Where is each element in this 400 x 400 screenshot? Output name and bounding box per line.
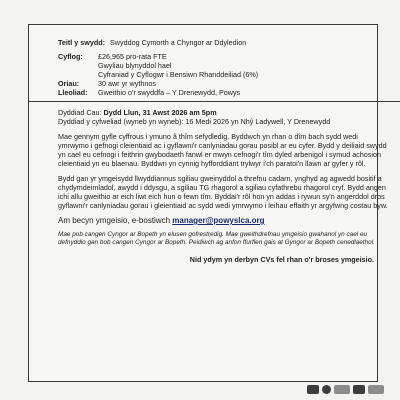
job-title-label: Teitl y swydd: (58, 38, 105, 47)
description-paragraph: Mae gennym gyfle cyffrous i ymuno â thîm sefydledig. Byddwch yn rhan o dîm bach sydd wedi ymrwymo i gefnogi cleientiaid ac i gyflawni'r canlyniadau gorau posibl ar eu cyfer. Bydd y deiliaid swydd yn cael eu cefnogi i feithrin gwybodaeth fanwl er mwyn cefnogi'r tîm dyled arbenigol i symud achosion cleientiaid yn eu blaenau. Byddwn yn cynnig hyfforddiant trylwyr i'ch paratoi'n llawn ar gyfer y rôl. (58, 132, 387, 168)
hours-value: 30 awr yr wythnos (98, 79, 156, 88)
salary-row (58, 52, 388, 79)
apply-email-link[interactable]: manager@powyslca.org (172, 216, 265, 225)
requirements-paragraph: Bydd gan yr ymgeisydd llwyddiannus sgiliau gweinyddol a threfnu cadarn, ynghyd ag agwedd bositif a chydymdeimladol, awydd i ddysgu, a sgiliau TG rhagorol a sgiliau cyfathrebu rhagorol cryf. Bydd angen ichi allu gweithio ar eich liwt eich hun o fewn tîm. Byddai'r rôl hon yn addas i rywun sy'n angerddol dros gyflawni'r canlyniadau gorau i gleientiaid ac sydd wedi ymrwymo i leihau effaith yr argyfwng costau byw. (58, 174, 388, 210)
logo-icon (368, 385, 384, 394)
apply-line (58, 216, 388, 225)
location-label: Lleoliad: (58, 88, 88, 97)
salary-line: £26,965 pro-rata FTE (98, 52, 167, 61)
apply-prefix: Am becyn ymgeisio, e-bostiwch (58, 216, 173, 225)
location-row (58, 88, 388, 97)
closing-date-label: Dyddiad Cau: (58, 108, 104, 117)
sponsor-logos (307, 385, 384, 394)
hours-label: Oriau: (58, 79, 80, 88)
interview-date: Dyddiad y cyfweliad (wyneb yn wyneb): 16 Medi 2026 yn Nhŷ Ladywell, Y Drenewydd (58, 117, 331, 126)
salary-line: Cyfraniad y Cyflogwr i Bensiwn Rhanddeiliad (6%) (98, 70, 259, 79)
location-value: Gweithio o'r swyddfa – Y Drenewydd, Powys (98, 88, 241, 97)
logo-icon (353, 385, 365, 394)
salary-line: Gwyliau blynyddol hael (98, 61, 172, 70)
salary-values (98, 52, 388, 79)
closing-date-value: Dydd Llun, 31 Awst 2026 am 5pm (103, 108, 217, 117)
job-advert (58, 38, 388, 264)
job-title-row (58, 38, 388, 47)
logo-icon (334, 385, 350, 394)
logo-icon (307, 385, 319, 394)
hours-row (58, 79, 388, 88)
divider (28, 101, 400, 102)
closing-date (58, 108, 388, 117)
salary-label: Cyflog: (58, 52, 83, 61)
job-title-value: Swyddog Cymorth a Chyngor ar Ddyledion (110, 38, 247, 47)
logo-icon (322, 385, 331, 394)
no-cv-notice: Nid ydym yn derbyn CVs fel rhan o'r broses ymgeisio. (189, 255, 374, 264)
charity-notice: Mae pob cangen Cyngor ar Bopeth yn elusen gofrestredig. Mae gweithdrefnau ymgeisio gwahanol yn cael eu defnyddio gan bob cangen Cyngor ar Bopeth. Peidiwch ag anfon ffurflen gais at Gyngor ar Bopeth cenedlaethol. (58, 231, 375, 246)
